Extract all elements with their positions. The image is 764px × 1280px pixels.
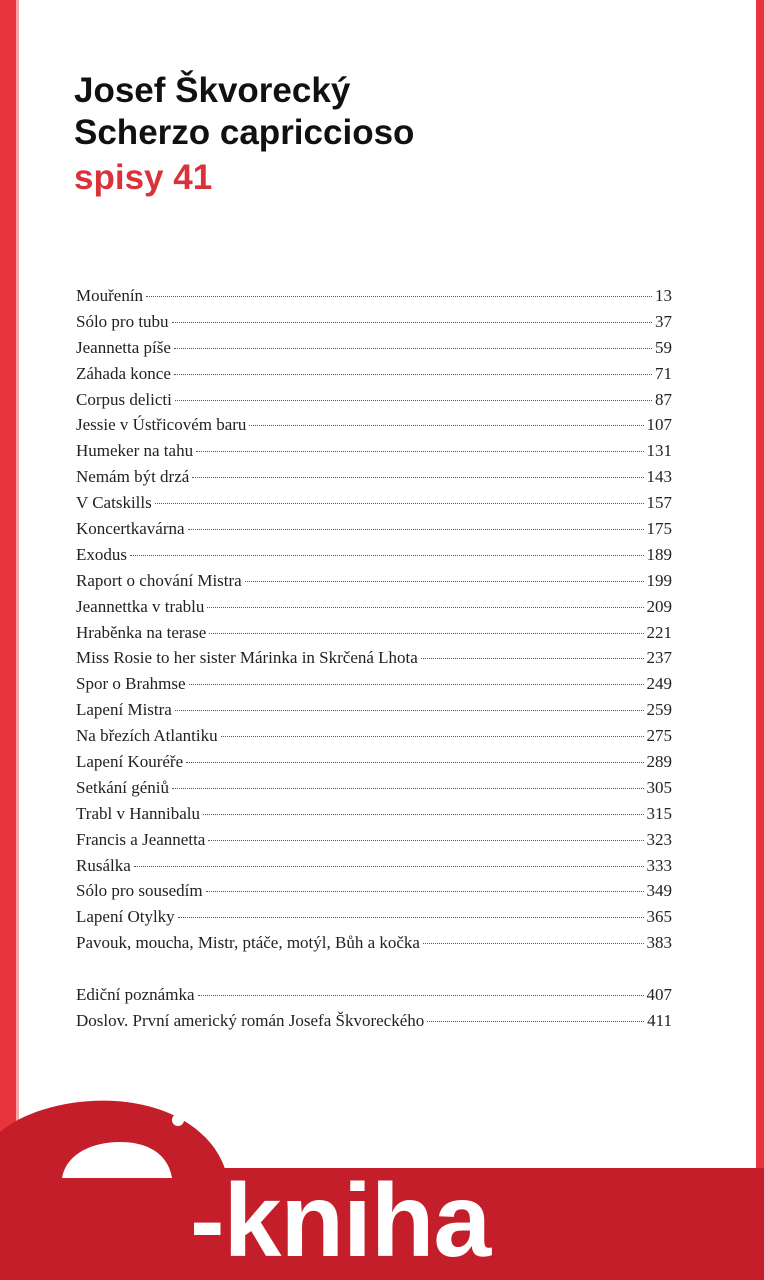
toc-dot-leader — [198, 995, 644, 996]
toc-entry — [76, 982, 672, 1008]
toc-entry-title: Sólo pro sousedím — [76, 881, 203, 901]
toc-entry-title: Mouřenín — [76, 286, 144, 305]
toc-entry-title: Lapení Otylky — [76, 907, 175, 927]
toc-entry — [76, 1008, 672, 1034]
toc-entry-page: 249 — [646, 674, 672, 694]
toc-entry-title: Sólo pro tubu — [76, 311, 169, 331]
toc-entry-page: 221 — [646, 622, 672, 642]
toc-entry-title: Trabl v Hannibalu — [76, 803, 201, 823]
toc-entry-page: 315 — [646, 803, 672, 823]
toc-entry-title: Lapení Kouréře — [76, 752, 184, 772]
toc-entry — [76, 568, 672, 594]
toc-entry-title: Na březích Atlantiku — [76, 726, 218, 746]
toc-entry-page: 71 — [655, 363, 672, 383]
toc-entry-page: 275 — [646, 726, 672, 746]
toc-entry-title: Jeannettka v trablu — [76, 596, 205, 616]
toc-entry-title: Corpus delicti — [76, 389, 172, 409]
toc-dot-leader — [134, 866, 644, 867]
toc-dot-leader — [206, 891, 644, 892]
toc-entry-title: Humeker na tahu — [76, 441, 194, 461]
toc-dot-leader — [207, 607, 643, 608]
toc-dot-leader — [175, 710, 644, 711]
toc-entry — [76, 516, 672, 542]
toc-entry-title: Pavouk, moucha, Mistr, ptáče, motýl, Bůh a kočka — [76, 933, 420, 953]
toc-entry-page: 37 — [655, 311, 672, 331]
toc-entry-page: 13 — [655, 286, 672, 305]
toc-entry-title: Záhada konce — [76, 363, 171, 383]
toc-entry-page: 209 — [646, 596, 672, 616]
toc-entry — [76, 335, 672, 361]
toc-dot-leader — [189, 684, 644, 685]
toc-entry-page: 411 — [647, 1011, 672, 1031]
toc-entry-title: Koncertkavárna — [76, 519, 185, 539]
toc-dot-leader — [146, 296, 652, 297]
toc-dot-leader — [221, 736, 644, 737]
toc-entry-title: Raport o chování Mistra — [76, 570, 242, 590]
toc-entry — [76, 878, 672, 904]
toc-entry — [76, 464, 672, 490]
toc-dot-leader — [245, 581, 644, 582]
toc-dot-leader — [423, 943, 644, 944]
toc-entry-title: Jessie v Ústřicovém baru — [76, 415, 247, 435]
toc-entry-page: 289 — [646, 752, 672, 772]
toc-entry — [76, 723, 672, 749]
toc-dot-leader — [174, 374, 652, 375]
toc-entry-page: 143 — [646, 467, 672, 487]
book-title: Scherzo capriccioso — [74, 113, 415, 152]
toc-entry — [76, 645, 672, 671]
toc-entry — [76, 775, 672, 801]
toc-entry — [76, 438, 672, 464]
toc-entry — [76, 749, 672, 775]
toc-entry-title: Francis a Jeannetta — [76, 829, 206, 849]
toc-entry — [76, 594, 672, 620]
toc-entry — [76, 490, 672, 516]
toc-dot-leader — [174, 348, 652, 349]
left-border-highlight — [16, 0, 19, 1280]
toc-dot-leader — [175, 400, 652, 401]
toc-entry — [76, 827, 672, 853]
toc-entry-page: 383 — [646, 933, 672, 953]
toc-entry-page: 365 — [646, 907, 672, 927]
toc-entry — [76, 853, 672, 879]
toc-entry-title: Nemám být drzá — [76, 467, 190, 487]
toc-dot-leader — [427, 1021, 644, 1022]
logo-text: -kniha — [190, 1163, 491, 1279]
toc-dot-leader — [192, 477, 643, 478]
toc-entry-page: 305 — [646, 777, 672, 797]
toc-entry-page: 189 — [646, 544, 672, 564]
author-name: Josef Škvorecký — [74, 71, 351, 110]
toc-entry-title: Setkání géniů — [76, 777, 170, 797]
toc-entry-title: Spor o Brahmse — [76, 674, 186, 694]
toc-entry — [76, 412, 672, 438]
toc-entry-page: 259 — [646, 700, 672, 720]
toc-entry-page: 175 — [646, 519, 672, 539]
toc-entry-page: 407 — [646, 985, 672, 1005]
toc-dot-leader — [186, 762, 643, 763]
toc-dot-leader — [209, 633, 643, 634]
toc-dot-leader — [155, 503, 644, 504]
toc-entry — [76, 801, 672, 827]
toc-dot-leader — [249, 425, 643, 426]
toc-dot-leader — [172, 788, 643, 789]
toc-entry — [76, 387, 672, 413]
toc-entry-page: 157 — [646, 493, 672, 513]
toc-entry-page: 199 — [646, 570, 672, 590]
cover-header — [74, 70, 414, 202]
table-of-contents — [76, 283, 672, 1034]
toc-dot-leader — [188, 529, 644, 530]
toc-entry-title: Doslov. První americký román Josefa Škvoreckého — [76, 1011, 425, 1031]
toc-entry-page: 349 — [646, 881, 672, 901]
toc-entry-title: Hraběnka na terase — [76, 622, 207, 642]
toc-dot-leader — [421, 658, 644, 659]
toc-entry-title: Miss Rosie to her sister Márinka in Skrčená Lhota — [76, 648, 418, 668]
toc-entry — [76, 620, 672, 646]
toc-entry — [76, 671, 672, 697]
toc-dot-leader — [178, 917, 644, 918]
toc-entry-title: Rusálka — [76, 855, 131, 875]
series-label: spisy 41 — [74, 158, 213, 197]
toc-entry — [76, 697, 672, 723]
toc-dot-leader — [172, 322, 652, 323]
toc-dot-leader — [130, 555, 644, 556]
toc-dot-leader — [196, 451, 643, 452]
toc-entry — [76, 309, 672, 335]
toc-entry-page: 87 — [655, 389, 672, 409]
toc-entry-title: Lapení Mistra — [76, 700, 172, 720]
toc-entry — [76, 361, 672, 387]
toc-entry-title: Exodus — [76, 544, 127, 564]
toc-entry — [76, 904, 672, 930]
toc-entry-page: 107 — [646, 415, 672, 435]
toc-entry-page: 131 — [646, 441, 672, 461]
right-red-border — [756, 0, 764, 1280]
toc-entry-page: 333 — [646, 855, 672, 875]
toc-entry-title: Jeannetta píše — [76, 337, 171, 357]
left-red-border — [0, 0, 16, 1280]
toc-entry-title: V Catskills — [76, 493, 152, 513]
toc-entry-page: 59 — [655, 337, 672, 357]
toc-entry-page: 323 — [646, 829, 672, 849]
toc-entry-title: Ediční poznámka — [76, 985, 195, 1005]
toc-section-gap — [76, 956, 672, 982]
toc-dot-leader — [203, 814, 643, 815]
toc-entry — [76, 283, 672, 309]
toc-dot-leader — [208, 840, 643, 841]
toc-entry-page: 237 — [646, 648, 672, 668]
toc-entry — [76, 542, 672, 568]
toc-entry — [76, 930, 672, 956]
